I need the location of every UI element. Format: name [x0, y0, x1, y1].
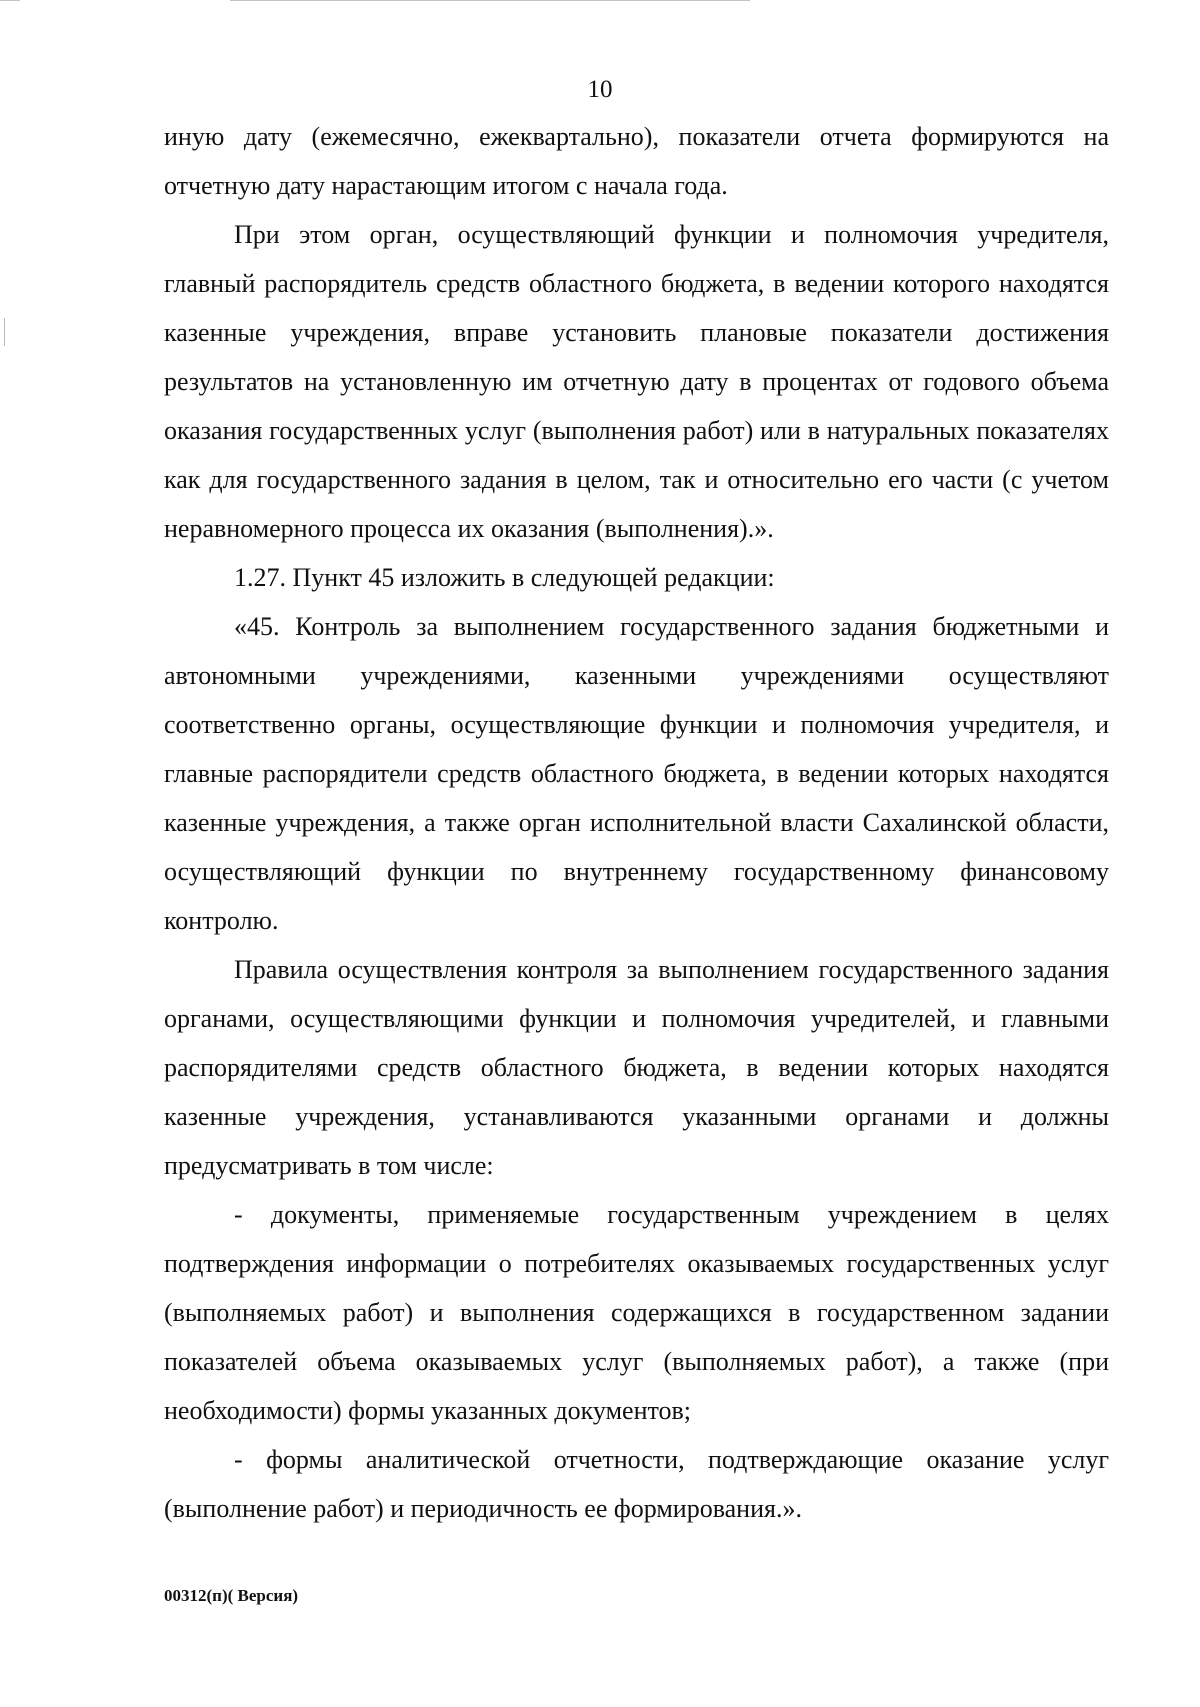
- scan-edge-mark: [230, 0, 750, 1]
- document-body: [164, 112, 1109, 1533]
- paragraph-item-1-27: 1.27. Пункт 45 изложить в следующей редакции:: [234, 563, 775, 592]
- paragraph-control-rules: Правила осуществления контроля за выполнением государственного задания органами, осуществляющими функции и полномочия учредителей, и главными распорядителями средств областного бюджета, в ведении которых находятся казенные учреждения, устанавливаются указанными органами и должны предусматривать в том числе:: [164, 955, 1109, 1180]
- paragraph-point-45: «45. Контроль за выполнением государственного задания бюджетными и автономными учреждениями, казенными учреждениями осуществляют соответственно органы, осуществляющие функции и полномочия учредителя, и главные распорядители средств областного бюджета, в ведении которых находятся казенные учреждения, а также орган исполнительной власти Сахалинской области, осуществляющий функции по внутреннему государственному финансовому контролю.: [164, 612, 1109, 935]
- paragraph-continuation: иную дату (ежемесячно, ежеквартально), показатели отчета формируются на отчетную дату нарастающим итогом с начала года.: [164, 122, 1109, 200]
- list-item-report-forms: - формы аналитической отчетности, подтверждающие оказание услуг (выполнение работ) и периодичность ее формирования.».: [164, 1445, 1109, 1523]
- scan-edge-mark: [4, 318, 5, 346]
- paragraph-plan-indicators: При этом орган, осуществляющий функции и полномочия учредителя, главный распорядитель средств областного бюджета, в ведении которого находятся казенные учреждения, вправе установить плановые показатели достижения результатов на установленную им отчетную дату в процентах от годового объема оказания государственных услуг (выполнения работ) или в натуральных показателях как для государственного задания в целом, так и относительно его части (с учетом неравномерного процесса их оказания (выполнения).».: [164, 220, 1109, 543]
- document-footer-code: 00312(п)( Версия): [164, 1586, 299, 1605]
- list-item-documents: - документы, применяемые государственным учреждением в целях подтверждения информации о потребителях оказываемых государственных услуг (выполняемых работ) и выполнения содержащихся в государственном задании показателей объема оказываемых услуг (выполняемых работ), а также (при необходимости) формы указанных документов;: [164, 1200, 1109, 1425]
- page-number: 10: [587, 76, 613, 103]
- scan-edge-mark: [0, 0, 20, 1]
